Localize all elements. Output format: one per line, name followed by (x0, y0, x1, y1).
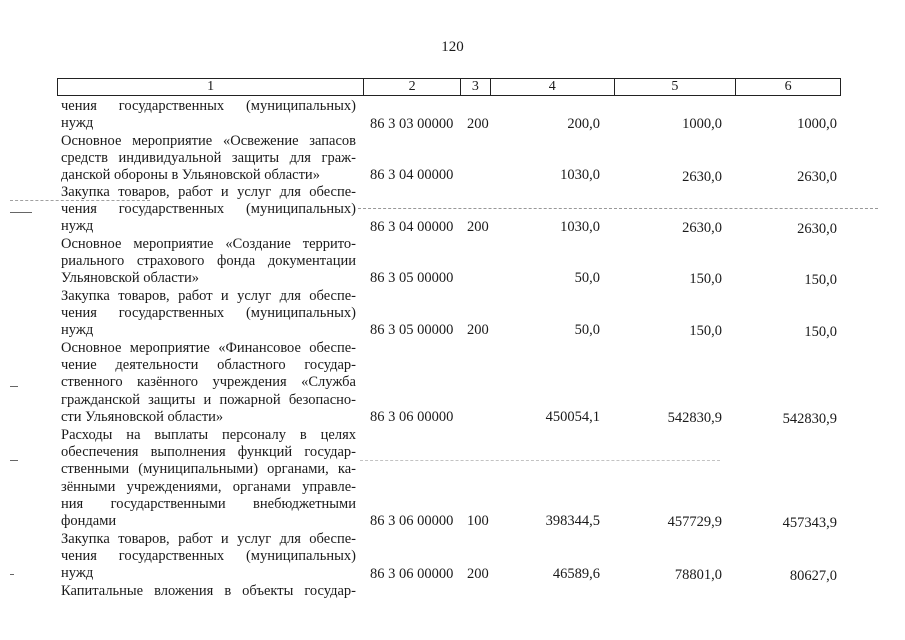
description-line: ния государственными внебюджетными (61, 495, 356, 512)
row-description (61, 184, 356, 236)
description-line: Капитальные вложения в объекты государ- (61, 583, 356, 599)
target-code: 86 3 06 00000 (370, 513, 454, 529)
value-col-4: 50,0 (574, 270, 600, 286)
description-line: ственными (муниципальными) органами, ка- (61, 461, 356, 478)
value-col-4: 200,0 (567, 116, 600, 132)
description-line: средств индивидуальной защиты для граж- (61, 150, 356, 167)
value-col-6: 2630,0 (797, 169, 837, 185)
value-col-5: 1000,0 (682, 116, 722, 132)
description-line: обеспечения выполнения функций государ- (61, 444, 356, 461)
value-col-5: 2630,0 (682, 220, 722, 236)
description-line: чения государственных (муниципальных) (61, 98, 356, 114)
description-line: Расходы на выплаты персоналу в целях (61, 427, 356, 443)
target-code: 86 3 03 00000 (370, 116, 454, 132)
description-line: зёнными учреждениями, органами управле- (61, 478, 356, 495)
value-col-4: 1030,0 (560, 167, 600, 183)
page-number: 120 (441, 39, 464, 55)
description-line: ственного казённого учреждения «Служба (61, 374, 356, 391)
description-line: сти Ульяновской области» (61, 408, 224, 425)
description-line: Закупка товаров, работ и услуг для обеспе- (61, 184, 356, 200)
description-line: данской обороны в Ульяновской области» (61, 167, 320, 184)
description-line: нужд (61, 218, 94, 235)
row-description (61, 583, 356, 600)
expense-type: 200 (467, 322, 489, 338)
value-col-5: 457729,9 (667, 514, 722, 530)
scan-artifact-line (360, 460, 720, 461)
row-description (61, 98, 356, 132)
description-line: Основное мероприятие «Освежение запасов (61, 133, 356, 149)
value-col-6: 457343,9 (782, 515, 837, 531)
description-line: Основное мероприятие «Финансовое обеспе- (61, 340, 356, 356)
row-description (61, 427, 356, 530)
target-code: 86 3 04 00000 (370, 167, 454, 183)
value-col-6: 542830,9 (782, 411, 837, 427)
row-description (61, 340, 356, 426)
row-description (61, 133, 356, 185)
value-col-6: 150,0 (804, 272, 837, 288)
description-line: Ульяновской области» (61, 270, 200, 287)
scan-artifact-line (10, 200, 150, 201)
header-col-5: 5 (615, 79, 737, 95)
value-col-4: 46589,6 (552, 566, 600, 582)
target-code: 86 3 06 00000 (370, 566, 454, 582)
row-description (61, 288, 356, 340)
value-col-6: 2630,0 (797, 221, 837, 237)
description-line: фондами (61, 513, 117, 530)
description-line: риального страхового фонда документации (61, 253, 356, 270)
description-line: гражданской защиты и пожарной безопасно- (61, 391, 356, 408)
header-col-3: 3 (461, 79, 491, 95)
header-col-6: 6 (784, 79, 792, 94)
value-col-4: 1030,0 (560, 219, 600, 235)
description-line: чения государственных (муниципальных) (61, 201, 356, 218)
target-code: 86 3 05 00000 (370, 270, 454, 286)
value-col-5: 150,0 (689, 323, 722, 339)
description-line: нужд (61, 322, 94, 339)
description-line: Основное мероприятие «Создание террито- (61, 236, 356, 252)
description-line: Закупка товаров, работ и услуг для обеспе- (61, 288, 356, 304)
row-description (61, 531, 356, 583)
description-line: нужд (61, 565, 94, 582)
target-code: 86 3 04 00000 (370, 219, 454, 235)
description-line: чения государственных (муниципальных) (61, 548, 356, 565)
value-col-5: 150,0 (689, 271, 722, 287)
margin-mark (10, 574, 14, 575)
description-line: нужд (61, 115, 94, 132)
description-line: чение деятельности областного государ- (61, 357, 356, 374)
value-col-4: 50,0 (574, 322, 600, 338)
row-description (61, 236, 356, 288)
expense-type: 100 (467, 513, 489, 529)
value-col-4: 398344,5 (545, 513, 600, 529)
value-col-6: 150,0 (804, 324, 837, 340)
value-col-4: 450054,1 (545, 409, 600, 425)
expense-type: 200 (467, 566, 489, 582)
header-col-2: 2 (364, 79, 461, 95)
description-line: чения государственных (муниципальных) (61, 305, 356, 322)
value-col-6: 1000,0 (797, 116, 837, 132)
expense-type: 200 (467, 219, 489, 235)
header-col-4: 4 (491, 79, 615, 95)
value-col-5: 2630,0 (682, 169, 722, 185)
description-line: Закупка товаров, работ и услуг для обеспе- (61, 531, 356, 547)
target-code: 86 3 05 00000 (370, 322, 454, 338)
header-col-1: 1 (58, 79, 364, 95)
value-col-6: 80627,0 (789, 568, 837, 584)
margin-mark (10, 460, 18, 461)
table-header (57, 78, 841, 96)
margin-mark (10, 386, 18, 387)
expense-type: 200 (467, 116, 489, 132)
target-code: 86 3 06 00000 (370, 409, 454, 425)
value-col-5: 78801,0 (674, 567, 722, 583)
scan-artifact-line (358, 208, 878, 209)
margin-mark (10, 212, 32, 213)
value-col-5: 542830,9 (667, 410, 722, 426)
